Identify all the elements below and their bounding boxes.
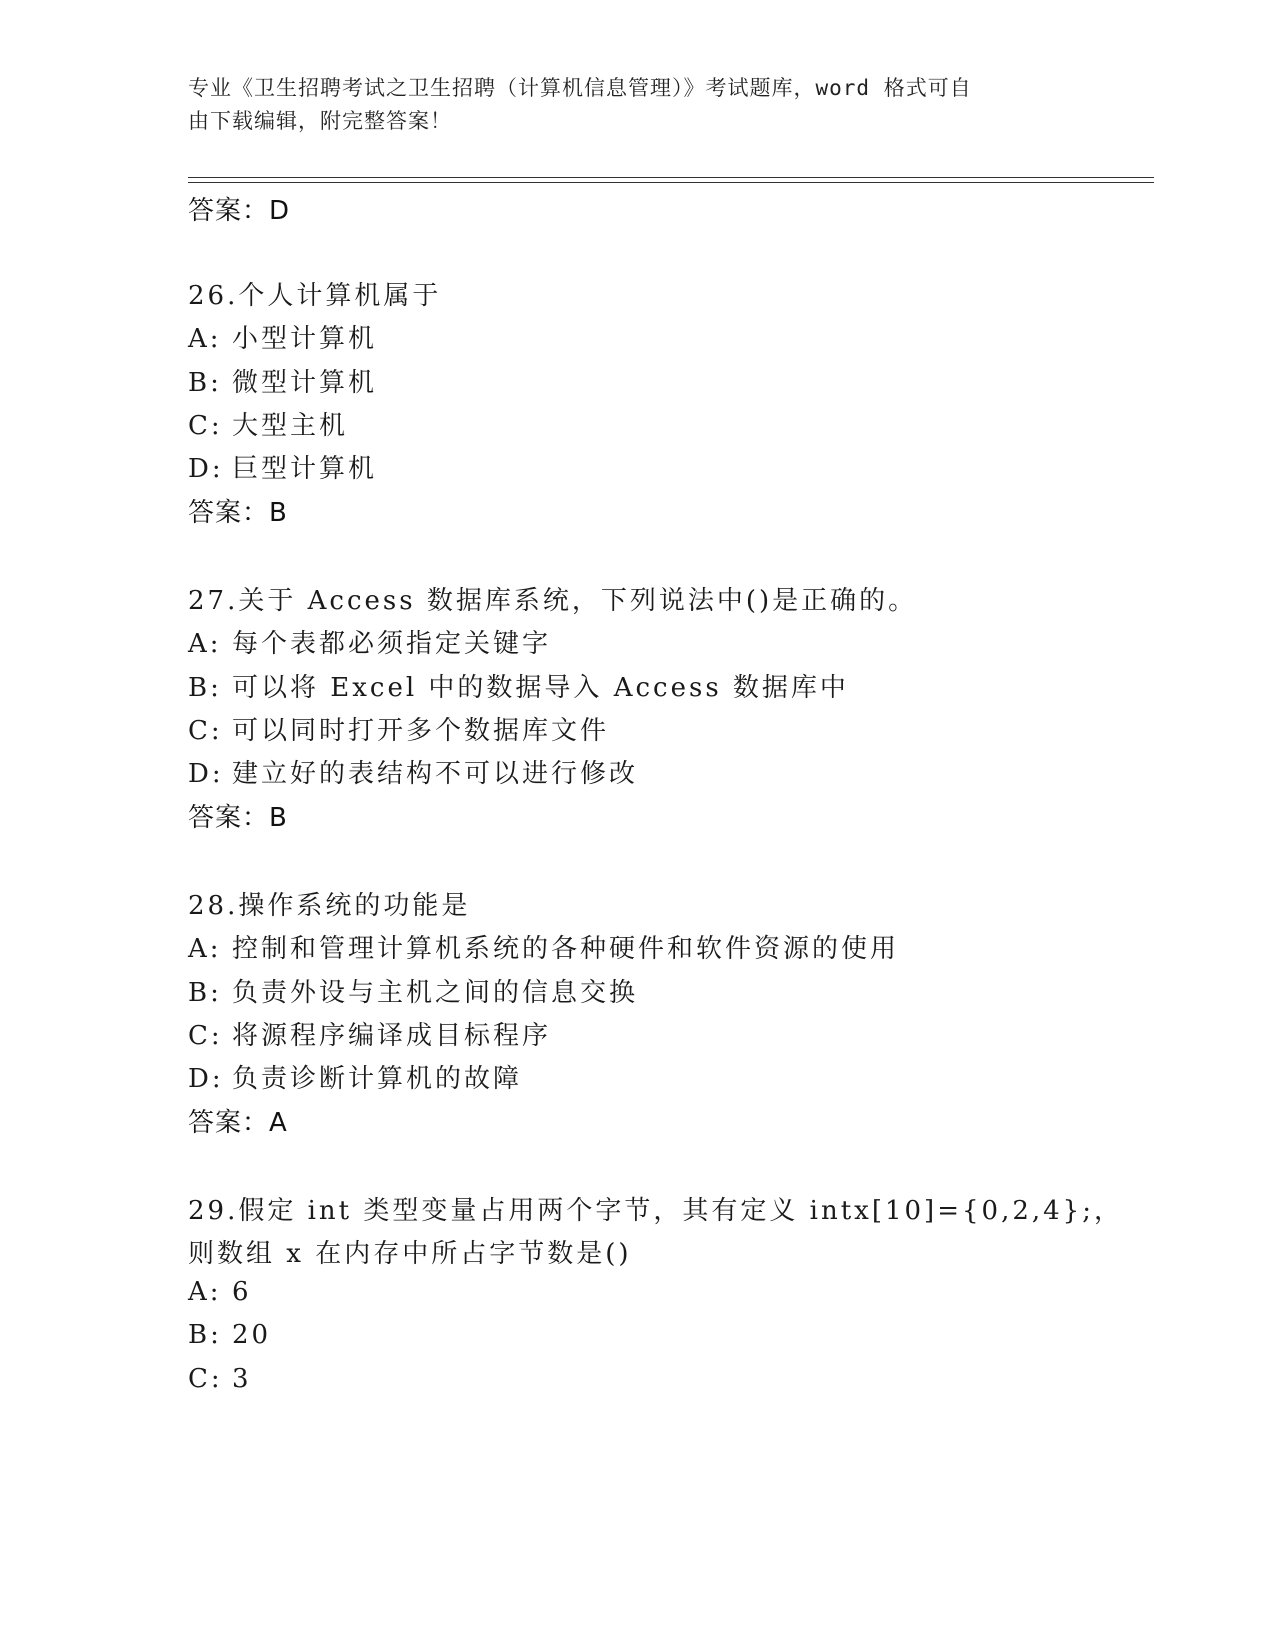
- option-letter: A:: [188, 934, 222, 964]
- question-26-stem: 26.个人计算机属于: [188, 281, 442, 311]
- document-header: [188, 72, 1068, 138]
- previous-answer: 答案：D: [188, 196, 291, 226]
- option-letter: B:: [188, 978, 222, 1008]
- option-text: 巨型计算机: [232, 454, 378, 484]
- option-text: 可以同时打开多个数据库文件: [232, 716, 610, 746]
- question-28-answer: 答案：A: [188, 1108, 288, 1138]
- question-27-option-c: [188, 710, 609, 747]
- option-text: 20: [232, 1320, 272, 1350]
- option-text: 每个表都必须指定关键字: [232, 629, 552, 659]
- question-26-option-b: [188, 362, 377, 399]
- option-text: 微型计算机: [232, 368, 378, 398]
- option-text: 6: [232, 1277, 252, 1307]
- header-divider-bottom: [188, 182, 1154, 183]
- header-line-1: 专业《卫生招聘考试之卫生招聘（计算机信息管理）》考试题库，word 格式可自: [188, 76, 972, 100]
- question-28-option-a: [188, 928, 899, 965]
- option-text: 小型计算机: [232, 324, 378, 354]
- question-28-option-d: [188, 1058, 522, 1095]
- question-27-option-a: [188, 623, 551, 660]
- question-26-option-d: [188, 448, 377, 485]
- question-29-option-a: [188, 1277, 252, 1307]
- question-26-answer: 答案：B: [188, 498, 288, 528]
- header-line-2: 由下载编辑，附完整答案！: [188, 109, 452, 133]
- question-28-option-b: [188, 972, 638, 1009]
- question-28-stem: 28.操作系统的功能是: [188, 891, 471, 921]
- option-letter: A:: [188, 324, 222, 354]
- question-27-option-d: [188, 753, 638, 790]
- question-26-option-c: [188, 405, 348, 442]
- option-letter: A:: [188, 629, 222, 659]
- option-letter: B:: [188, 673, 222, 703]
- option-letter: D:: [188, 454, 224, 484]
- header-divider-top: [188, 177, 1154, 178]
- option-letter: D:: [188, 759, 224, 789]
- option-text: 建立好的表结构不可以进行修改: [232, 759, 639, 789]
- question-26-option-a: [188, 318, 377, 355]
- option-text: 将源程序编译成目标程序: [232, 1021, 552, 1051]
- option-letter: A:: [188, 1277, 222, 1307]
- question-29-stem-line-2: 则数组 x 在内存中所占字节数是(): [188, 1239, 632, 1269]
- option-letter: B:: [188, 368, 222, 398]
- question-27-option-b: [188, 667, 849, 704]
- option-letter: C:: [188, 1364, 223, 1394]
- option-text: 负责诊断计算机的故障: [232, 1064, 523, 1094]
- option-text: 控制和管理计算机系统的各种硬件和软件资源的使用: [232, 934, 900, 964]
- question-27-answer: 答案：B: [188, 803, 288, 833]
- option-text: 可以将 Excel 中的数据导入 Access 数据库中: [232, 673, 849, 703]
- option-letter: B:: [188, 1320, 222, 1350]
- question-29-option-c: [188, 1364, 252, 1394]
- question-29-option-b: [188, 1320, 271, 1350]
- question-29-stem-line-1: 29.假定 int 类型变量占用两个字节，其有定义 intx[10]={0,2,4};，: [188, 1196, 1123, 1226]
- option-text: 大型主机: [232, 411, 349, 441]
- option-letter: C:: [188, 1021, 223, 1051]
- question-28-option-c: [188, 1015, 551, 1052]
- option-text: 负责外设与主机之间的信息交换: [232, 978, 639, 1008]
- option-letter: C:: [188, 716, 223, 746]
- question-27-stem: 27.关于 Access 数据库系统，下列说法中()是正确的。: [188, 586, 918, 616]
- option-letter: C:: [188, 411, 223, 441]
- option-letter: D:: [188, 1064, 224, 1094]
- option-text: 3: [232, 1364, 252, 1394]
